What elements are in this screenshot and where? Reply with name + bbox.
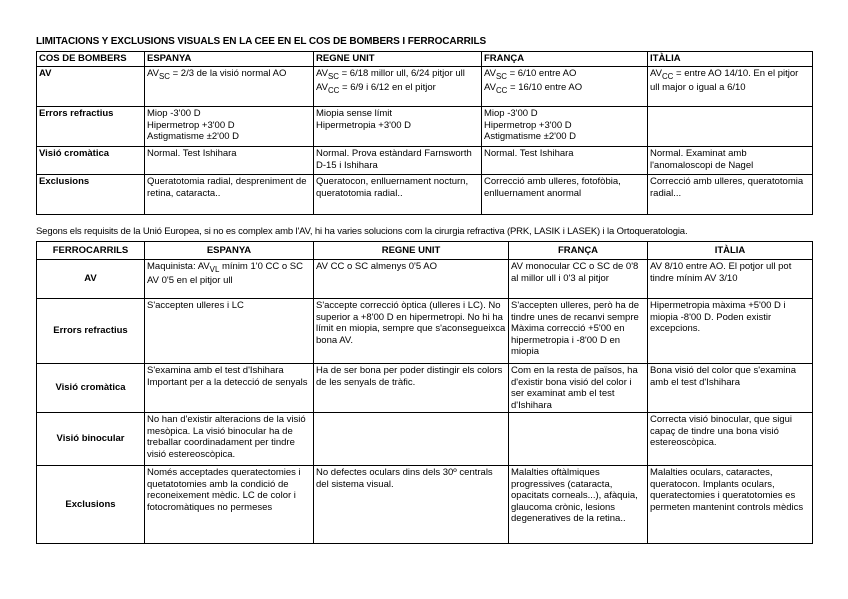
header-cell: ITÀLIA (648, 242, 813, 260)
table-cell: No defectes oculars dins dels 30º centrals del sistema visual. (314, 466, 509, 544)
table-cell: AV CC o SC almenys 0'5 AO (314, 260, 509, 299)
row-header: Errors refractius (37, 107, 145, 147)
table-cell: Queratocon, enlluernament nocturn, queratotomia radial.. (314, 175, 482, 215)
table-row (37, 107, 813, 147)
table-cell: Malalties oftàlmiques progressives (cataracta, opacitats corneals...), afàquia, glaucoma crònic, lesions degeneratives de la retina.. (509, 466, 648, 544)
table-cell: Com en la resta de països, ha d'existir bona visió del color i ser examinat amb el test d'Ishihara (509, 364, 648, 413)
table-row (37, 413, 813, 466)
table-cell: Correcció amb ulleres, queratotomia radial... (648, 175, 813, 215)
table-cell: S'accepten ulleres i LC (145, 299, 314, 364)
row-header: Exclusions (37, 466, 145, 544)
header-cell: COS DE BOMBERS (37, 52, 145, 67)
header-cell: REGNE UNIT (314, 52, 482, 67)
table-cell: Maquinista: $AV_{VL}$ mínim 1'0 CC o SC AV 0'5 en el pitjor ull (145, 260, 314, 299)
table-row (37, 175, 813, 215)
table-cell: Correcció amb ulleres, fotofòbia, enlluernament anormal (482, 175, 648, 215)
table-cell: Normal. Test Ishihara (145, 147, 314, 175)
table-cell: Miop -3'00 D Hipermetrop +3'00 D Astigmatisme ±2'00 D (482, 107, 648, 147)
table-cell: S'examina amb el test d'Ishihara Important per a la detecció de senyals (145, 364, 314, 413)
table-cell: Normal. Test Ishihara (482, 147, 648, 175)
table-cell: AV monocular CC o SC de 0'8 al millor ull i 0'3 al pitjor (509, 260, 648, 299)
table-cell: Bona visió del color que s'examina amb el test d'Ishihara (648, 364, 813, 413)
table-row (37, 364, 813, 413)
row-header: Visió cromàtica (37, 364, 145, 413)
row-header: AV (37, 67, 145, 107)
header-cell: ESPANYA (145, 242, 314, 260)
page-title: LIMITACIONS Y EXCLUSIONS VISUALS EN LA CEE EN EL COS DE BOMBERS I FERROCARRILS (36, 36, 487, 47)
table-cell: Ha de ser bona per poder distingir els colors de les senyals de tràfic. (314, 364, 509, 413)
table-cell: Miop -3'00 D Hipermetrop +3'00 D Astigmatisme ±2'00 D (145, 107, 314, 147)
table-cell: S'accepten ulleres, però ha de tindre unes de recanvi sempre Màxima correcció +5'00 en hipermetropia i -8'00 D en miopia (509, 299, 648, 364)
header-cell: ITÀLIA (648, 52, 813, 67)
table-cell: $AV_{SC} = 6/18$ millor ull, 6/24 pitjor ull $AV_{CC} = 6/9$ i 6/12 en el pitjor (314, 67, 482, 107)
table-cell: Queratotomia radial, despreniment de retina, cataracta.. (145, 175, 314, 215)
table-cell: S'accepte correcció òptica (ulleres i LC). No superior a +8'00 D en hipermetropi. No hi ha límit en miopia, sempre que s'aconsegueixca bona AV. (314, 299, 509, 364)
table-cell: Miopia sense límit Hipermetropia +3'00 D (314, 107, 482, 147)
table-cell (648, 107, 813, 147)
table-row (37, 466, 813, 544)
table-row (37, 260, 813, 299)
railway-table (36, 241, 813, 544)
header-cell: REGNE UNIT (314, 242, 509, 260)
table-header-row (37, 52, 813, 67)
table-cell: Només acceptades queratectomies i quetatotomies amb la condició de reconeixement mèdic. LC de color i fotocromàtiques no permeses (145, 466, 314, 544)
header-cell: ESPANYA (145, 52, 314, 67)
table-row (37, 147, 813, 175)
table-cell (314, 413, 509, 466)
table-cell: Correcta visió binocular, que sigui capaç de tindre una bona visió estereoscòpica. (648, 413, 813, 466)
table-cell: Normal. Prova estàndard Farnsworth D-15 i Ishihara (314, 147, 482, 175)
table-cell: Hipermetropia màxima +5'00 D i miopia -8'00 D. Poden existir excepcions. (648, 299, 813, 364)
table-row (37, 299, 813, 364)
eu-note: Segons els requisits de la Unió Europea, si no es complex amb l'AV, hi ha varies solucions com la cirurgia refractiva (PRK, LASIK i LASEK) i la Ortoqueratologia. (36, 226, 688, 237)
table-cell: $AV_{SC} = 6/10$ entre AO $AV_{CC} = 16/10$ entre AO (482, 67, 648, 107)
table-cell: $AV_{CC}$ = entre AO 14/10. En el pitjor ull major o igual a 6/10 (648, 67, 813, 107)
row-header: Visió cromàtica (37, 147, 145, 175)
fire-brigade-table (36, 51, 813, 215)
row-header: Exclusions (37, 175, 145, 215)
table-cell: Normal. Examinat amb l'anomaloscopi de Nagel (648, 147, 813, 175)
header-cell: FERROCARRILS (37, 242, 145, 260)
table-cell: Malalties oculars, cataractes, queratocon. Implants oculars, queratectomies i queratotomies es permeten mantenint controls mèdics (648, 466, 813, 544)
header-cell: FRANÇA (509, 242, 648, 260)
row-header: Errors refractius (37, 299, 145, 364)
table-cell: No han d'existir alteracions de la visió mesòpica. La visió binocular ha de treballar coordinadament per tindre visió estereoscòpica. (145, 413, 314, 466)
table-header-row (37, 242, 813, 260)
table-cell (509, 413, 648, 466)
table-row (37, 67, 813, 107)
table-cell: AV 8/10 entre AO. El potjor ull pot tindre mínim AV 3/10 (648, 260, 813, 299)
table-cell: $AV_{SC} = 2/3$ de la visió normal AO (145, 67, 314, 107)
header-cell: FRANÇA (482, 52, 648, 67)
row-header: AV (37, 260, 145, 299)
row-header: Visió binocular (37, 413, 145, 466)
